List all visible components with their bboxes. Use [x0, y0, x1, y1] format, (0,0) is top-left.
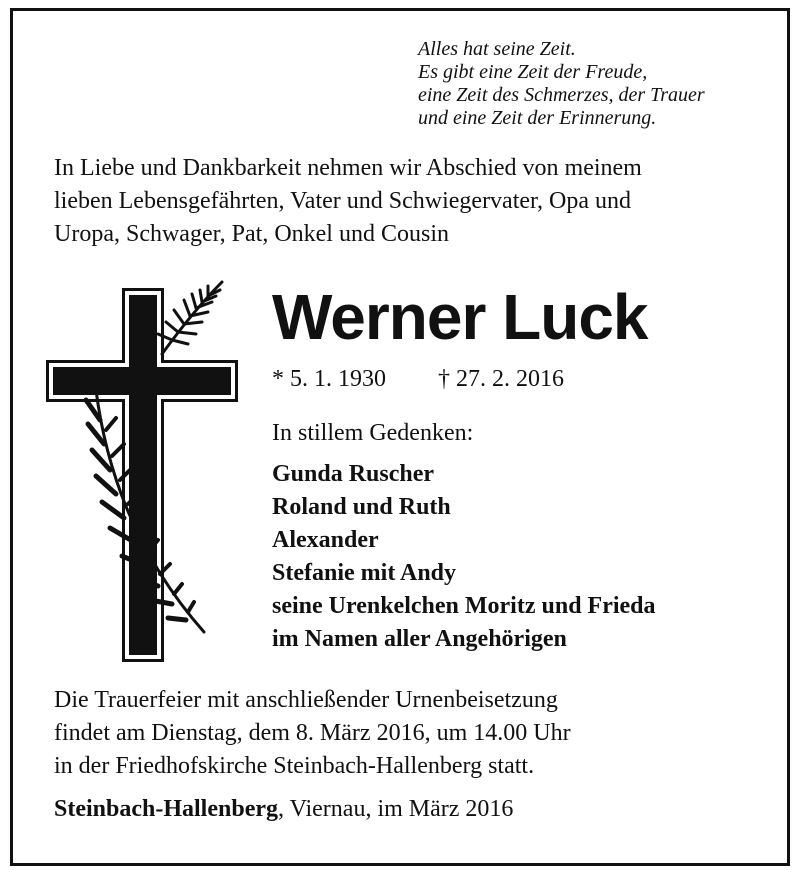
mourner-name: Roland und Ruth: [272, 494, 451, 520]
death-date: † 27. 2. 2016: [438, 366, 564, 392]
mourner-name: im Namen aller Angehörigen: [272, 626, 567, 652]
mourner-name: Alexander: [272, 527, 379, 553]
deceased-name: Werner Luck: [272, 281, 648, 353]
ceremony-line: findet am Dienstag, dem 8. März 2016, um 14.00 Uhr: [54, 720, 571, 746]
intro-text: [54, 152, 754, 251]
motto-quote: [418, 38, 705, 130]
intro-line: In Liebe und Dankbarkeit nehmen wir Abschied von meinem: [54, 155, 642, 181]
place-rest: , Viernau, im März 2016: [278, 796, 514, 822]
place-and-date: [54, 796, 513, 823]
ceremony-info: [54, 684, 571, 783]
motto-line: Alles hat seine Zeit.: [418, 38, 576, 60]
motto-line: Es gibt eine Zeit der Freude,: [418, 61, 648, 83]
ceremony-line: in der Friedhofskirche Steinbach-Hallenberg statt.: [54, 753, 535, 779]
motto-line: eine Zeit des Schmerzes, der Trauer: [418, 84, 705, 106]
ceremony-line: Die Trauerfeier mit anschließender Urnenbeisetzung: [54, 687, 558, 713]
intro-line: Uropa, Schwager, Pat, Onkel und Cousin: [54, 221, 449, 247]
mourners-list: [272, 458, 656, 656]
mourner-name: seine Urenkelchen Moritz und Frieda: [272, 593, 656, 619]
cross-icon: [46, 288, 238, 662]
life-dates: [272, 366, 564, 393]
birth-date: * 5. 1. 1930: [272, 366, 386, 392]
motto-line: und eine Zeit der Erinnerung.: [418, 107, 657, 129]
place-town: Steinbach-Hallenberg: [54, 796, 279, 822]
memory-label: In stillem Gedenken:: [272, 420, 474, 446]
mourner-name: Stefanie mit Andy: [272, 560, 457, 586]
mourner-name: Gunda Ruscher: [272, 461, 435, 487]
intro-line: lieben Lebensgefährten, Vater und Schwiegervater, Opa und: [54, 188, 632, 214]
cross-with-palm-branch-icon: [44, 280, 244, 670]
